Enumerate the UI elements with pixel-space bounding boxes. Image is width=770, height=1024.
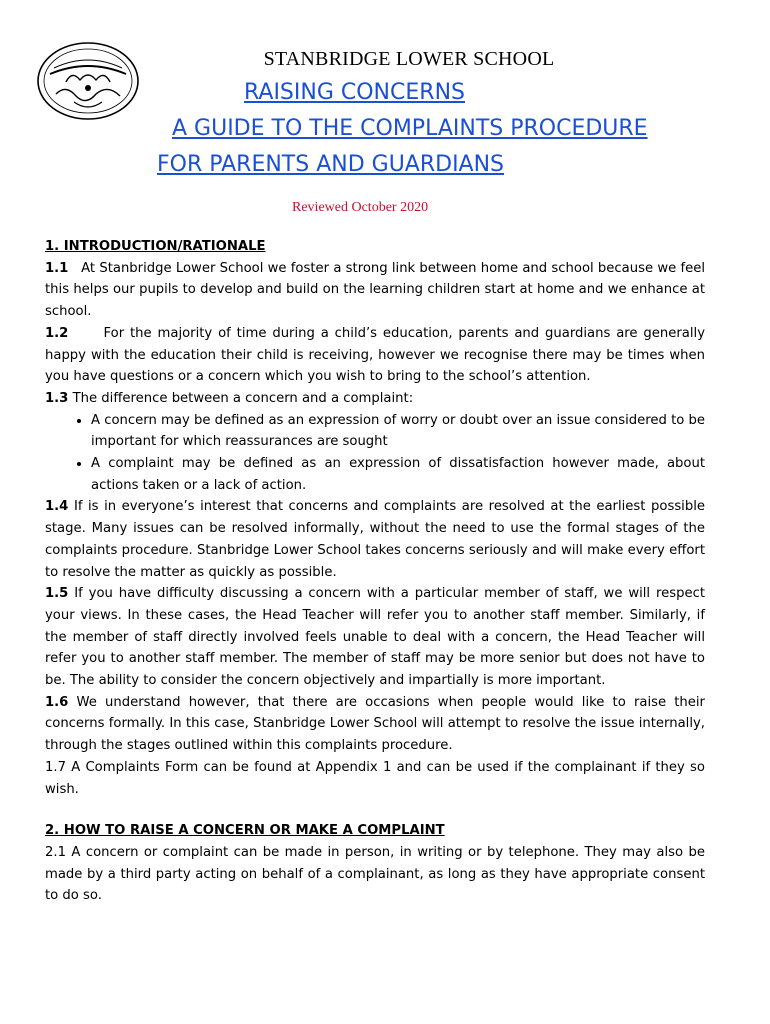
document-body: [45, 236, 705, 907]
paragraph-number: 1.5: [45, 586, 69, 602]
school-name: STANBRIDGE LOWER SCHOOL: [263, 48, 555, 70]
paragraph-1-7: 1.7 A Complaints Form can be found at Appendix 1 and can be used if the complainant if they so wish.: [45, 759, 705, 797]
reviewed-date: Reviewed October 2020: [292, 200, 429, 215]
paragraph-text: The difference between a concern and a complaint:: [72, 390, 414, 406]
paragraph-text: If you have difficulty discussing a concern with a particular member of staff, we will respect your views. In these cases, the Head Teacher will refer you to another staff member. Similarly, if the member of staff directly involved feels unable to deal with a concern, the Head Teacher will refer you to another staff member. The member of staff may be more senior but does not have to be. The ability to consider the concern objectively and impartially is more important.: [45, 586, 705, 689]
paragraph-1-3: [45, 388, 705, 410]
paragraph-number: 1.1: [45, 260, 69, 276]
paragraph-1-4: [45, 496, 705, 583]
paragraph-text: For the majority of time during a child’s education, parents and guardians are generally happy with the education their child is receiving, however we recognise there may be times when you have questions or a concern which you wish to bring to the school’s attention.: [45, 325, 705, 385]
paragraph-text: We understand however, that there are occasions when people would like to raise their concerns formally. In this case, Stanbridge Lower School will attempt to resolve the issue internally, through the stages outlined within this complaints procedure.: [45, 694, 705, 754]
paragraph-2-1: 2.1 A concern or complaint can be made in person, in writing or by telephone. They may also be made by a third party acting on behalf of a complainant, as long as they have appropriate consent to do so.: [45, 844, 705, 904]
paragraph-number: 1.3: [45, 390, 69, 406]
paragraph-number: 1.4: [45, 499, 69, 515]
paragraph-1-2: [45, 323, 705, 388]
paragraph-1-1: [45, 258, 705, 323]
list-item: • A concern may be defined as an expression of worry or doubt over an issue considered to be important for which reassurances are sought: [91, 410, 705, 453]
paragraph-text: If is in everyone’s interest that concerns and complaints are resolved at the earliest possible stage. Many issues can be resolved informally, without the need to use the formal stages of the complaints procedure. Stanbridge Lower School takes concerns seriously and will make every effort to resolve the matter as quickly as possible.: [45, 499, 705, 580]
list-item: • A complaint may be defined as an expression of dissatisfaction however made, about actions taken or a lack of action.: [91, 453, 705, 496]
section-1-heading: 1. INTRODUCTION/RATIONALE: [45, 239, 266, 254]
paragraph-text: At Stanbridge Lower School we foster a strong link between home and school because we feel this helps our pupils to develop and build on the learning children start at home and we enhance at school.: [45, 260, 706, 320]
paragraph-1-6: [45, 692, 705, 757]
title-guide-complaints: A GUIDE TO THE COMPLAINTS PROCEDURE: [172, 116, 648, 141]
paragraph-number: 1.2: [45, 325, 69, 341]
paragraph-1-5: [45, 583, 705, 692]
concern-complaint-list: [45, 410, 705, 497]
section-2-heading: 2. HOW TO RAISE A CONCERN OR MAKE A COMPLAINT: [45, 823, 445, 839]
title-parents-guardians: FOR PARENTS AND GUARDIANS: [157, 152, 505, 177]
paragraph-number: 1.6: [45, 694, 69, 710]
title-raising-concerns: RAISING CONCERNS: [244, 80, 465, 105]
